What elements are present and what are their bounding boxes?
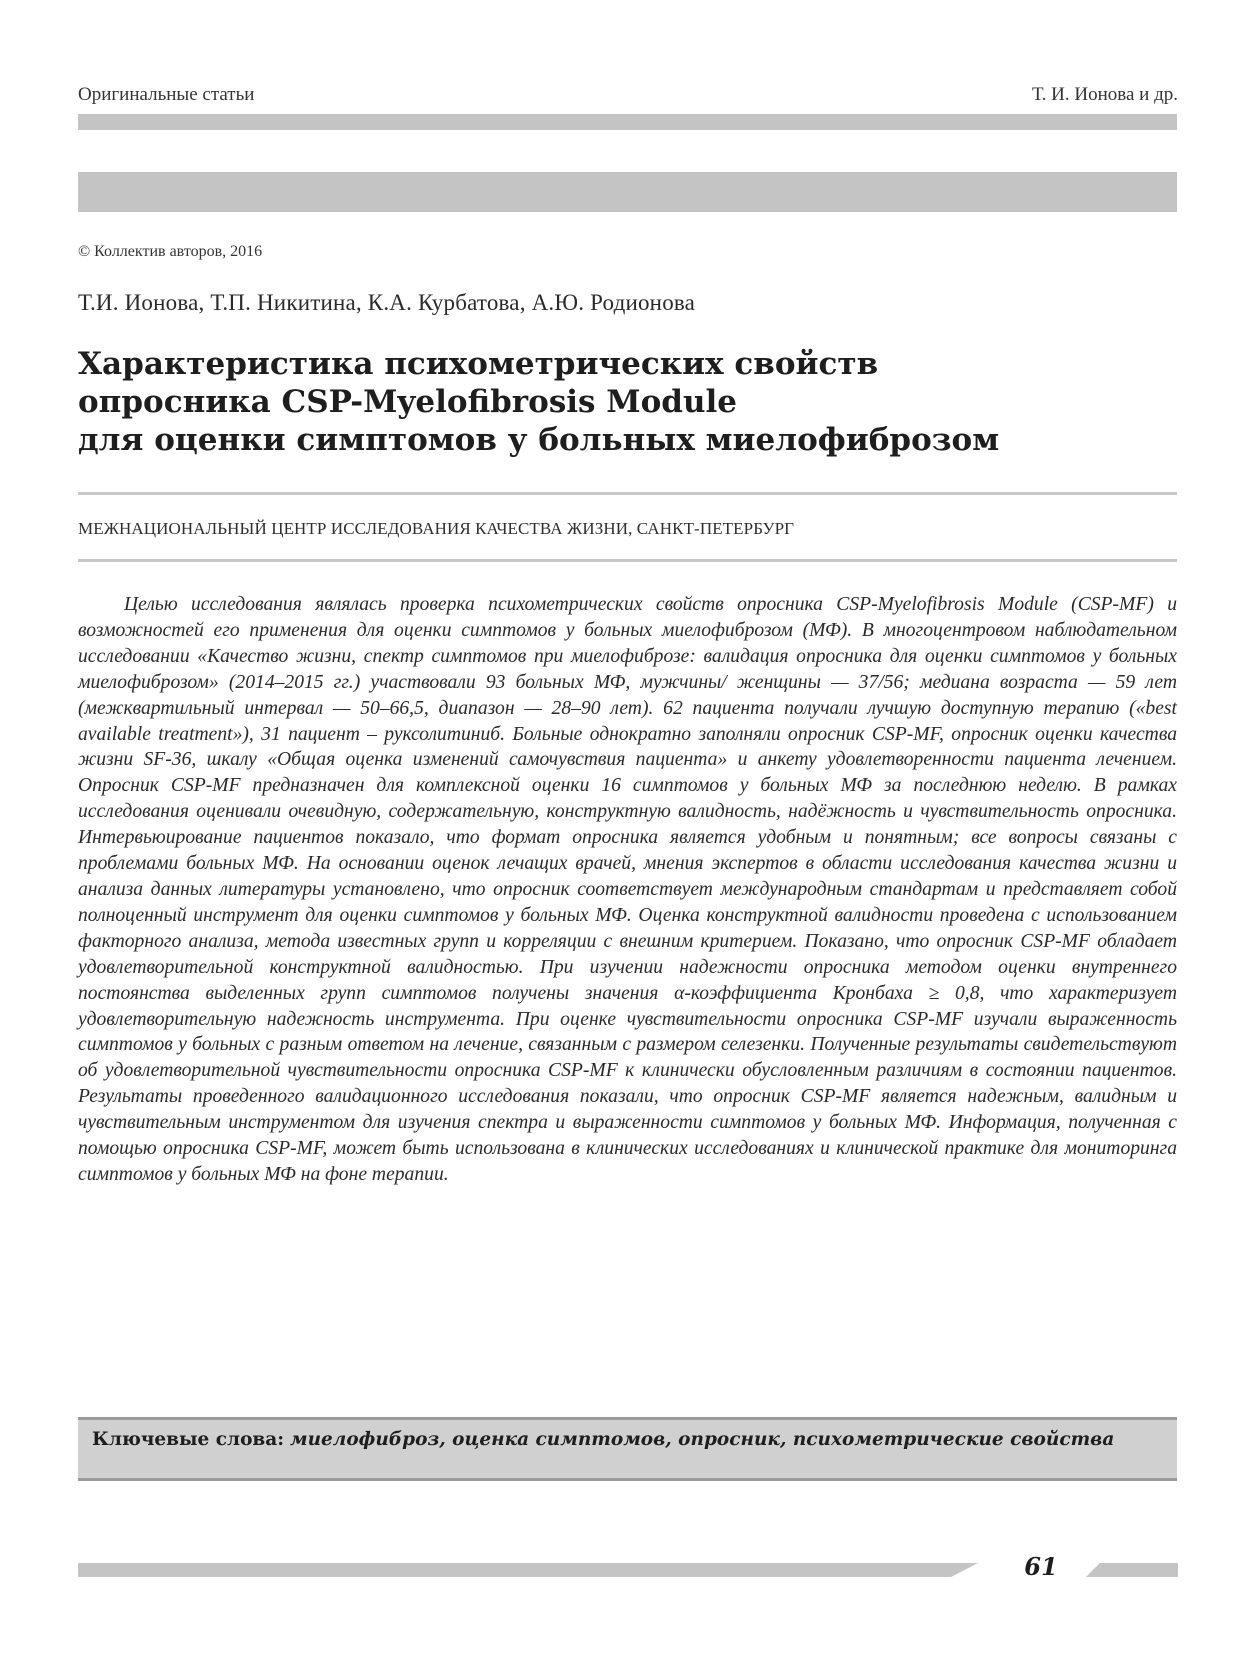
article-title: [78, 345, 1178, 459]
footer-bar-right: [1086, 1563, 1178, 1577]
keywords: [92, 1428, 1152, 1452]
abstract: Целью исследования являлась проверка психометрических свойств опросника CSP-Myelofibrosis Module (CSP-MF) и возможностей его применения для оценки симптомов у больных миелофиброзом (МФ). В многоцентровом наблюдательном исследовании «Качество жизни, спектр симптомов при миелофиброзе: валидация опросника для оценки симптомов у больных миелофиброзом» (2014–2015 гг.) участвовали 93 больных МФ, мужчины/ женщины — 37/56; медиана возраста — 59 лет (межквартильный интервал — 50–66,5, диапазон — 28–90 лет). 62 пациента получали лучшую доступную терапию («best available treatment»), 31 пациент – руксолитиниб. Больные однократно заполняли опросник CSP-MF, опросник оценки качества жизни SF-36, шкалу «Общая оценка изменений самочувствия пациента» и анкету удовлетворенности пациента лечением. Опросник CSP-MF предназначен для комплексной оценки 16 симптомов у больных МФ за последнюю неделю. В рамках исследования оценивали очевидную, содержательную, конструктную валидность, надёжность и чувствительность опросника. Интервьюирование пациентов показало, что формат опросника является удобным и понятным; все вопросы связаны с проблемами больных МФ. На основании оценок лечащих врачей, мнения экспертов в области исследования качества жизни и анализа данных литературы установлено, что опросник соответствует международным стандартам и представляет собой полноценный инструмент для оценки симптомов у больных МФ. Оценка конструктной валидности проведена с использованием факторного анализа, метода известных групп и корреляции с внешним критерием. Показано, что опросник CSP-MF обладает удовлетворительной конструктной валидностью. При изучении надежности опросника методом оценки внутреннего постоянства выделенных групп симптомов получены значения α-коэффициента Кронбаха ≥ 0,8, что характеризует удовлетворительную надежность инструмента. При оценке чувствительности опросника CSP-MF изучали выраженность симптомов у больных с разным ответом на лечение, связанным с размером селезенки. Полученные результаты свидетельствуют об удовлетворительной чувствительности опросника CSP-MF к клинически обусловленным различиям в состоянии пациентов. Результаты проведенного валидационного исследования показали, что опросник CSP-MF является надежным, валидным и чувствительным инструментом для изучения спектра и выраженности симптомов у больных МФ. Информация, полученная с помощью опросника CSP-MF, может быть использована в клинических исследованиях и клинической практике для мониторинга симптомов у больных МФ на фоне терапии.: [78, 594, 1177, 1185]
title-line-1: Характеристика психометрических свойств: [78, 346, 879, 382]
copyright: © Коллектив авторов, 2016: [78, 243, 263, 260]
keywords-box: [78, 1417, 1177, 1481]
keywords-label: Ключевые слова:: [92, 1429, 285, 1450]
author-list: Т.И. Ионова, Т.П. Никитина, К.А. Курбатова, А.Ю. Родионова: [78, 290, 696, 315]
affiliation: МЕЖНАЦИОНАЛЬНЫЙ ЦЕНТР ИССЛЕДОВАНИЯ КАЧЕСТВА ЖИЗНИ, САНКТ-ПЕТЕРБУРГ: [78, 519, 795, 538]
keywords-value: миелофиброз, оценка симптомов, опросник, психометрические свойства: [289, 1429, 1115, 1450]
title-line-3: для оценки симптомов у больных миелофиброзом: [78, 422, 1000, 458]
footer-bar-left: [78, 1563, 978, 1577]
running-header: [78, 84, 1178, 108]
section-name: Оригинальные статьи: [78, 84, 255, 105]
title-rule: [78, 492, 1177, 495]
title-line-2: опросника CSP-Myelofibrosis Module: [78, 384, 737, 420]
page-number: 61: [1024, 1552, 1058, 1581]
header-band: [78, 172, 1177, 212]
header-divider-bar: [78, 114, 1177, 130]
header-authors: Т. И. Ионова и др.: [1031, 84, 1178, 105]
affiliation-rule: [78, 559, 1177, 562]
